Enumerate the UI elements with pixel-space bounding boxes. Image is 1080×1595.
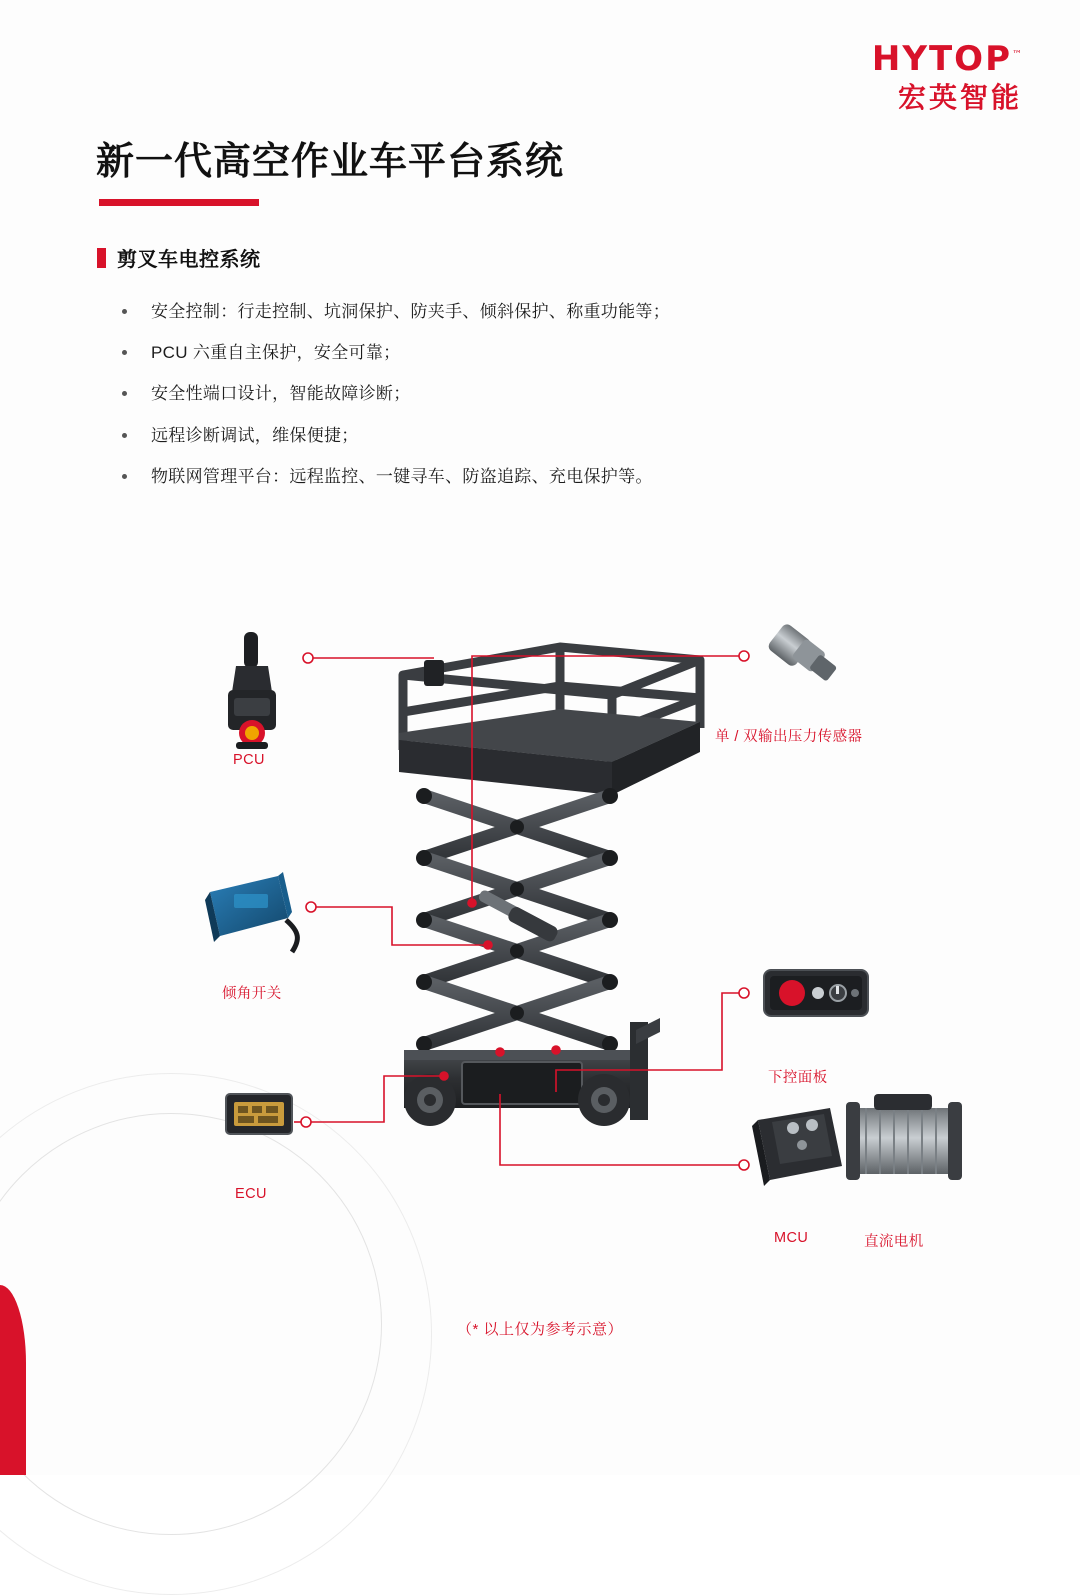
bullet-dot-icon [122, 474, 127, 479]
part-label-mcu: MCU [774, 1230, 809, 1246]
brand-logo-text: HYTOP [871, 39, 1012, 79]
list-item [118, 422, 918, 449]
bullet-dot-icon [122, 433, 127, 438]
page-title: 新一代高空作业车平台系统 [96, 141, 565, 183]
list-item [118, 298, 918, 325]
bullet-text: 安全性端口设计，智能故障诊断； [151, 384, 411, 404]
lower-control-panel-illustration [764, 970, 868, 1016]
title-underline-rule [99, 199, 259, 206]
bullet-text: 安全控制：行走控制、坑洞保护、防夹手、倾斜保护、称重功能等； [151, 302, 670, 321]
part-label-pressure-sensor: 单 / 双输出压力传感器 [715, 729, 863, 745]
trademark-symbol: ™ [1012, 49, 1022, 61]
list-item [118, 463, 918, 490]
subtitle-label: 剪叉车电控系统 [117, 249, 261, 271]
tilt-switch-illustration [205, 872, 297, 952]
bullet-dot-icon [122, 391, 127, 396]
bullet-dot-icon [122, 309, 127, 314]
mcu-illustration [752, 1108, 842, 1186]
feature-bullet-list [118, 298, 918, 504]
footnote: （* 以上仅为参考示意） [456, 1321, 623, 1338]
part-label-dc-motor: 直流电机 [864, 1234, 924, 1250]
product-diagram [0, 600, 1080, 1300]
scissor-lift-illustration [399, 647, 700, 1126]
brand-logo [871, 39, 1022, 113]
pcu-illustration [228, 632, 276, 749]
bullet-text: PCU 六重自主保护，安全可靠； [151, 343, 401, 363]
bullet-text: 远程诊断调试，维保便捷； [151, 425, 359, 445]
list-item [118, 380, 918, 407]
brand-logo-chinese: 宏英智能 [897, 82, 1022, 113]
subtitle-marker-icon [97, 248, 106, 268]
bullet-dot-icon [122, 350, 127, 355]
ecu-illustration [226, 1094, 292, 1134]
dc-motor-illustration [846, 1094, 962, 1180]
brand-logo-mark [871, 39, 1022, 79]
part-label-tilt-switch: 倾角开关 [222, 986, 282, 1002]
diagram-illustration [0, 600, 1080, 1300]
pressure-sensor-illustration [766, 622, 837, 682]
list-item [118, 339, 918, 366]
part-label-ecu: ECU [235, 1186, 267, 1202]
part-label-lower-control-panel: 下控面板 [768, 1070, 828, 1086]
bullet-text: 物联网管理平台：远程监控、一键寻车、防盗追踪、充电保护等。 [151, 466, 653, 486]
section-subtitle [97, 243, 261, 272]
part-label-pcu: PCU [233, 752, 265, 768]
